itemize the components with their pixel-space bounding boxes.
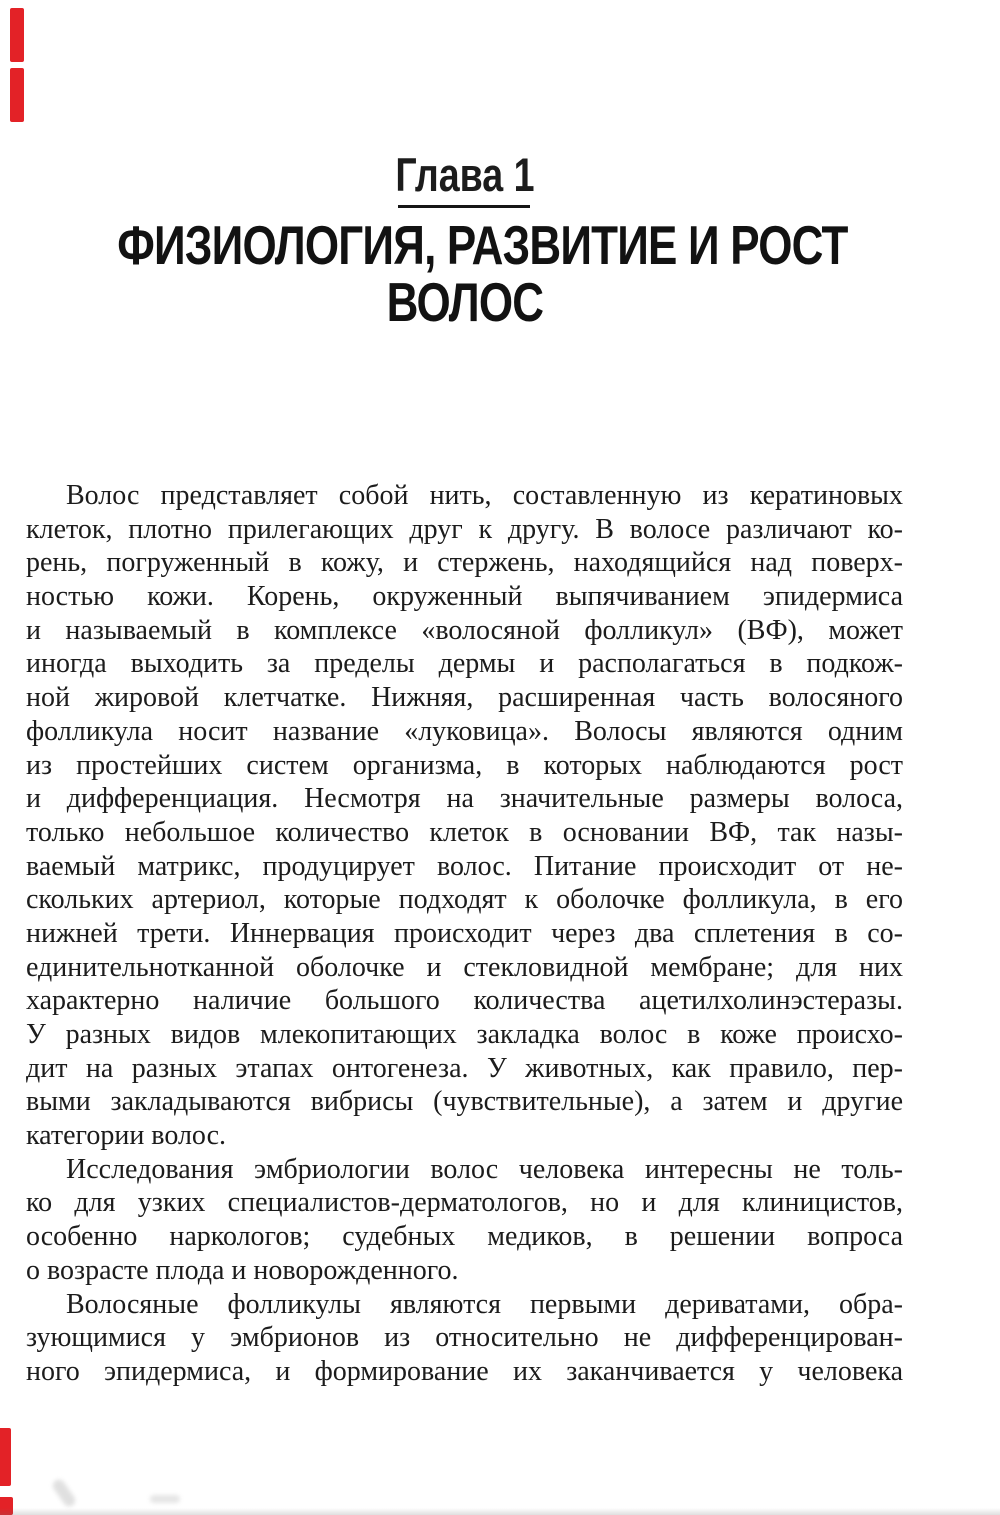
chapter-title-line2: ВОЛОС bbox=[386, 271, 543, 333]
text-line: Исследования эмбриологии волос человека интересны не толь- bbox=[66, 1153, 903, 1185]
page-edge-shadow bbox=[0, 1508, 1000, 1515]
text-line: зующимися у эмбрионов из относительно не дифференцирован- bbox=[26, 1322, 903, 1354]
paragraph bbox=[26, 1288, 903, 1389]
text-line: фолликула носит название «луковица». Волосы являются одним bbox=[26, 715, 903, 747]
text-line: рень, погруженный в кожу, и стержень, находящийся над поверх- bbox=[26, 547, 903, 579]
text-line: и дифференциация. Несмотря на значительные размеры волоса, bbox=[26, 783, 903, 815]
chapter-title bbox=[26, 214, 903, 333]
body-text bbox=[26, 479, 903, 1389]
text-line: и называемый в комплексе «волосяной фолликул» (ВФ), может bbox=[26, 614, 903, 646]
red-ink-mark bbox=[10, 8, 24, 62]
chapter-title-line1: ФИЗИОЛОГИЯ, РАЗВИТИЕ И РОСТ bbox=[117, 214, 848, 276]
text-line: клеток, плотно прилегающих друг к другу. В волосе различают ко- bbox=[26, 513, 903, 545]
chapter-title-row bbox=[26, 271, 903, 333]
pencil-smudge bbox=[150, 1495, 180, 1503]
chapter-number bbox=[26, 149, 903, 201]
text-line: единительнотканной оболочке и стекловидной мембране; для них bbox=[26, 951, 903, 983]
text-line: характерно наличие большого количества ацетилхолинэстеразы. bbox=[26, 985, 903, 1017]
text-line: выми закладываются вибрисы (чувствительные), а затем и другие bbox=[26, 1086, 903, 1118]
red-ink-mark bbox=[0, 1428, 11, 1486]
text-line: скольких артериол, которые подходят к оболочке фолликула, в его bbox=[26, 884, 903, 916]
paragraph bbox=[26, 479, 903, 1153]
text-line: ного эпидермиса, и формирование их заканчивается у человека bbox=[26, 1355, 903, 1387]
text-line: Волос представляет собой нить, составленную из кератиновых bbox=[66, 480, 903, 511]
text-line: ко для узких специалистов-дерматологов, но и для клиницистов, bbox=[26, 1187, 903, 1219]
text-line: только небольшое количество клеток в основании ВФ, так назы- bbox=[26, 816, 903, 848]
chapter-title-row bbox=[26, 214, 903, 276]
chapter-underline bbox=[398, 205, 530, 208]
text-line: из простейших систем организма, в которых наблюдаются рост bbox=[26, 749, 903, 781]
text-line: ностью кожи. Корень, окруженный выпячиванием эпидермиса bbox=[26, 581, 903, 613]
text-line: особенно наркологов; судебных медиков, в решении вопроса bbox=[26, 1221, 903, 1253]
text-line: У разных видов млекопитающих закладка волос в коже происхо- bbox=[26, 1019, 903, 1050]
red-ink-mark bbox=[10, 68, 24, 122]
paragraph bbox=[26, 1153, 903, 1288]
chapter-number-text: Глава 1 bbox=[394, 148, 535, 201]
text-line: категории волос. bbox=[26, 1120, 227, 1152]
text-line: ваемый матрикс, продуцирует волос. Питание происходит от не- bbox=[26, 850, 903, 882]
text-line: Волосяные фолликулы являются первыми дериватами, обра- bbox=[66, 1288, 903, 1320]
text-line: иногда выходить за пределы дермы и располагаться в подкож- bbox=[26, 648, 903, 680]
text-line: ной жировой клетчатке. Нижняя, расширенная часть волосяного bbox=[26, 682, 903, 714]
pencil-smudge bbox=[50, 1477, 77, 1508]
text-line: нижней трети. Иннервация происходит через два сплетения в со- bbox=[26, 917, 903, 949]
text-line: дит на разных этапах онтогенеза. У животных, как правило, пер- bbox=[26, 1052, 903, 1084]
text-line: о возрасте плода и новорожденного. bbox=[26, 1254, 459, 1286]
